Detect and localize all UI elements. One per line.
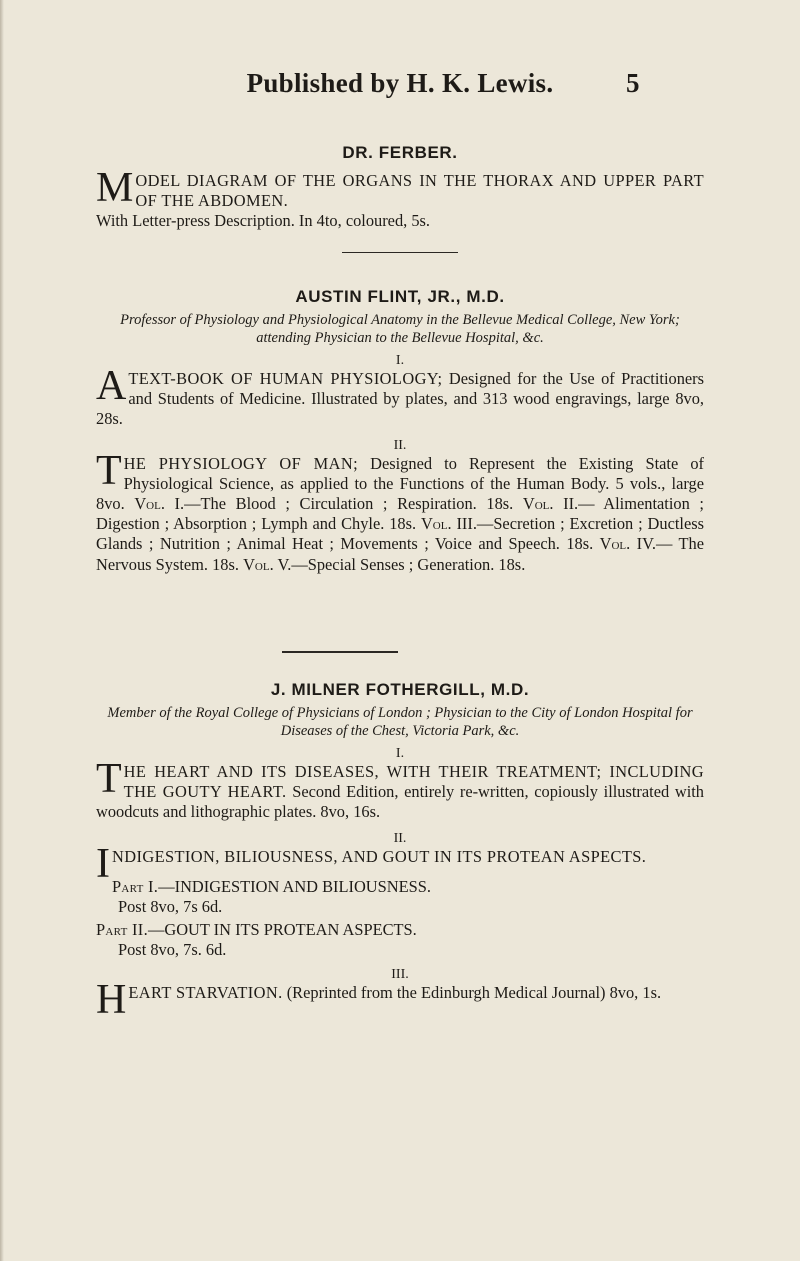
volume-item: Vol. I.—The Blood ; Circulation ; Respiration. 18s. xyxy=(134,494,514,514)
book-title: ODEL DIAGRAM OF THE ORGANS IN THE THORAX AND UPPER PART OF THE ABDOMEN. xyxy=(135,171,704,211)
part-label: Part I. xyxy=(112,876,159,896)
drop-cap: T xyxy=(96,447,122,494)
running-head: Published by H. K. Lewis. xyxy=(246,68,554,98)
section-ferber xyxy=(96,143,704,232)
drop-cap: T xyxy=(96,756,122,802)
volume-item: Vol. V.—Special Senses ; Generation. 18s. xyxy=(243,554,526,574)
part-item xyxy=(96,877,704,917)
part-item xyxy=(96,920,704,960)
book-title: NDIGESTION, BILIOUSNESS, AND GOUT IN ITS PROTEAN ASPECTS. xyxy=(112,846,647,866)
book-description: Second Edition, entirely re-written, copiously illustrated with woodcuts and lithographic plates. 8vo, 16s. xyxy=(96,782,704,822)
page-number: 5 xyxy=(626,68,640,98)
drop-cap: I xyxy=(96,840,110,887)
drop-cap: M xyxy=(96,165,134,211)
entry-numeral: I. xyxy=(395,353,405,368)
book-description: With Letter-press Description. In 4to, coloured, 5s. xyxy=(96,211,431,231)
part-label: Part II. xyxy=(96,920,148,940)
part-detail: Post 8vo, 7s 6d. xyxy=(118,897,223,917)
volume-item: Vol. II.— Alimentation ; Digestion ; Absorption ; Lymph and Chyle. 18s. xyxy=(96,494,704,534)
author-affiliation: Professor of Physiology and Physiological Anatomy in the Bellevue Medical College, New York; attending Physician to the Bellevue Hospital, &c. xyxy=(120,312,680,346)
book-title: HE HEART AND ITS DISEASES, WITH THEIR TREATMENT; INCLUDING THE GOUTY HEART. xyxy=(123,762,704,802)
entry-numeral: III. xyxy=(391,966,409,982)
book-description: Designed to Represent the Existing State of Physiological Science, as applied to the Functions of the Human Body. 5 vols., large 8vo. xyxy=(96,453,704,514)
book-description: Designed for the Use of Practitioners and Students of Medicine. Illustrated by plates, and 313 wood engravings, large 8vo, 28s. xyxy=(96,369,704,429)
section-divider xyxy=(342,252,458,253)
section-flint xyxy=(96,287,704,575)
book-entry xyxy=(96,165,704,232)
author-heading: J. MILNER FOTHERGILL, M.D. xyxy=(270,680,530,699)
page-edge-shadow xyxy=(0,0,4,1261)
part-detail: Post 8vo, 7s. 6d. xyxy=(118,940,227,960)
author-affiliation: Member of the Royal College of Physicians of London ; Physician to the City of London Hospital for Diseases of the Chest, Victoria Park, &c. xyxy=(107,705,693,739)
section-fothergill xyxy=(96,680,704,1023)
book-entry xyxy=(96,976,704,1023)
drop-cap: A xyxy=(96,363,127,409)
author-heading: DR. FERBER. xyxy=(342,143,458,162)
book-entry xyxy=(96,447,704,575)
drop-cap: H xyxy=(96,976,127,1023)
entry-numeral: II. xyxy=(393,437,407,453)
entry-numeral: I. xyxy=(395,746,405,761)
book-title: EART STARVATION. xyxy=(128,982,283,1002)
book-title: TEXT-BOOK OF HUMAN PHYSIOLOGY; xyxy=(128,369,443,388)
volume-item: Vol. IV.— The Nervous System. 18s. xyxy=(96,534,704,574)
book-description: (Reprinted from the Edinburgh Medical Journal) 8vo, 1s. xyxy=(286,982,662,1002)
book-title: HE PHYSIOLOGY OF MAN; xyxy=(123,453,359,473)
book-entry xyxy=(96,363,704,430)
author-heading: AUSTIN FLINT, JR., M.D. xyxy=(295,287,505,306)
part-title: —GOUT IN ITS PROTEAN ASPECTS. xyxy=(147,920,417,940)
volume-item: Vol. III.—Secretion ; Excretion ; Ductless Glands ; Nutrition ; Animal Heat ; Movements ; Voice and Speech. 18s. xyxy=(96,514,704,554)
section-divider xyxy=(282,651,398,653)
book-entry xyxy=(96,756,704,823)
part-title: —INDIGESTION AND BILIOUSNESS. xyxy=(158,876,431,896)
entry-numeral: II. xyxy=(393,830,407,846)
